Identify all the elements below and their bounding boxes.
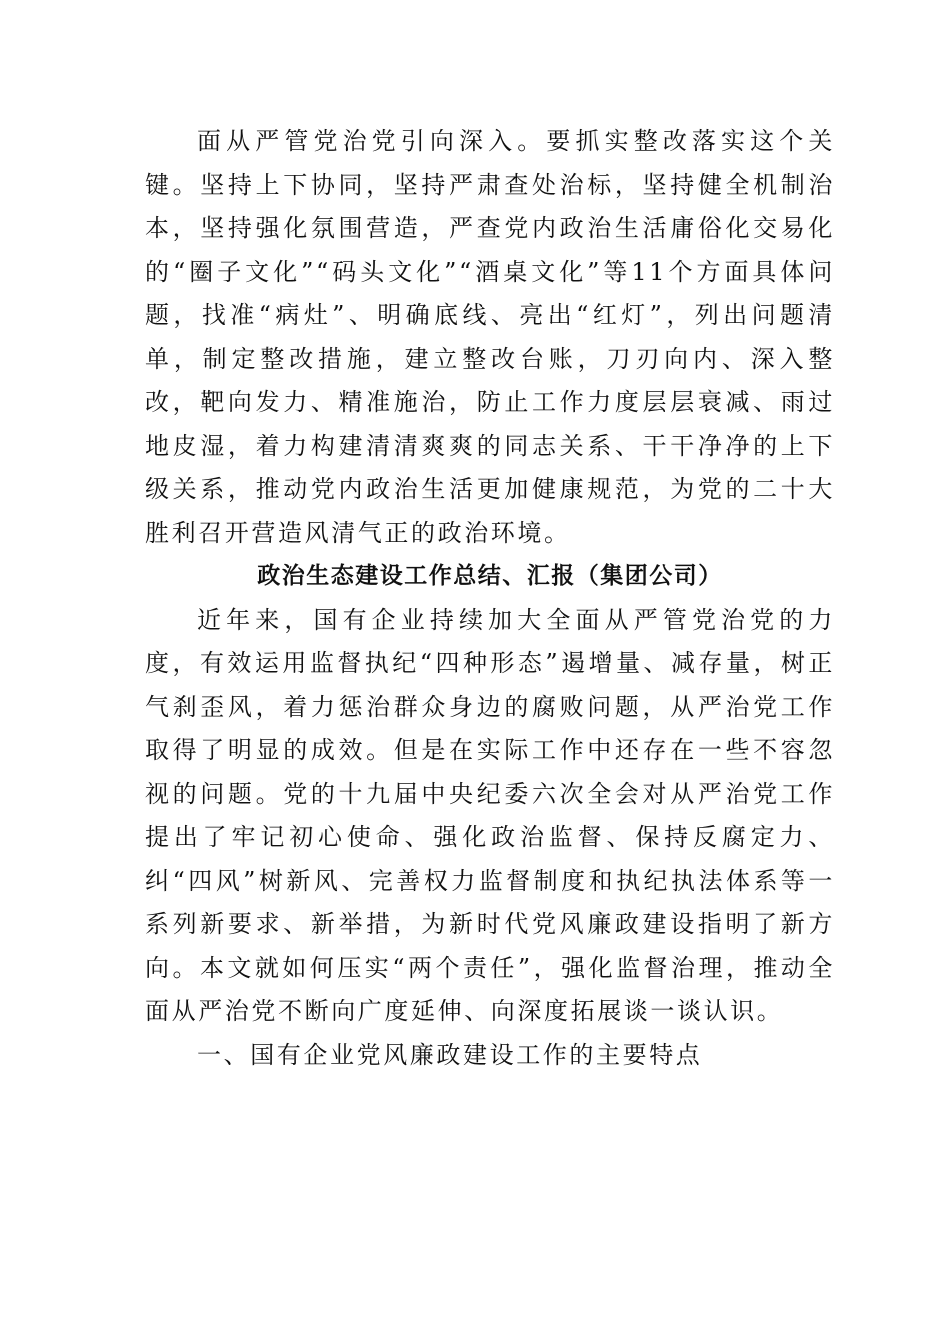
document-body xyxy=(145,120,835,1077)
paragraph-continuation: 面从严管党治党引向深入。要抓实整改落实这个关键。坚持上下协同，坚持严肃查处治标，坚持健全机制治本，坚持强化氛围营造，严查党内政治生活庸俗化交易化的“圈子文化”“码头文化”“酒桌文化”等11个方面具体问题，找准“病灶”、明确底线、亮出“红灯”，列出问题清单，制定整改措施，建立整改台账，刀刃向内、深入整改，靶向发力、精准施治，防止工作力度层层衰减、雨过地皮湿，着力构建清清爽爽的同志关系、干干净净的上下级关系，推动党内政治生活更加健康规范，为党的二十大胜利召开营造风清气正的政治环境。 xyxy=(145,127,835,547)
paragraph-intro: 近年来，国有企业持续加大全面从严管党治党的力度，有效运用监督执纪“四种形态”遏增量、减存量，树正气刹歪风，着力惩治群众身边的腐败问题，从严治党工作取得了明显的成效。但是在实际工作中还存在一些不容忽视的问题。党的十九届中央纪委六次全会对从严治党工作提出了牢记初心使命、强化政治监督、保持反腐定力、纠“四风”树新风、完善权力监督制度和执纪执法体系等一系列新要求、新举措，为新时代党风廉政建设指明了新方向。本文就如何压实“两个责任”，强化监督治理，推动全面从严治党不断向广度延伸、向深度拓展谈一谈认识。 xyxy=(145,605,835,1025)
subsection-title: 一、国有企业党风廉政建设工作的主要特点 xyxy=(197,1040,703,1069)
section-heading: 政治生态建设工作总结、汇报（集团公司） xyxy=(257,563,723,589)
